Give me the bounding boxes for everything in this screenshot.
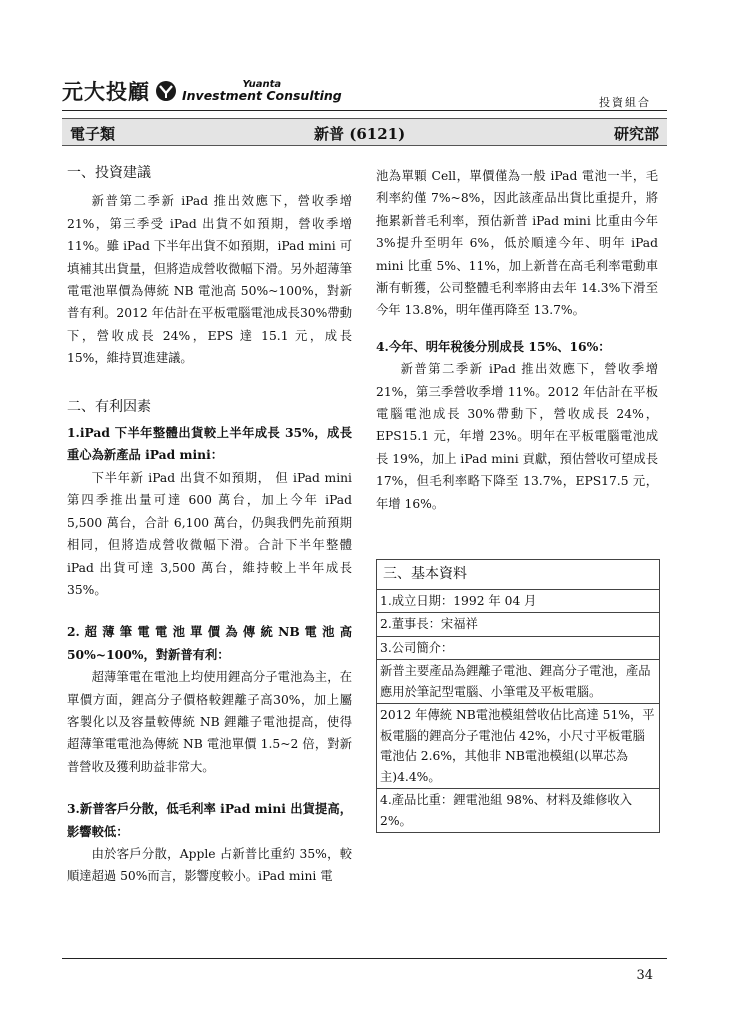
left-column <box>67 162 352 888</box>
paragraph: 新普第二季新 iPad 推出效應下，營收季增21%，第三季受 iPad 出貨不如預期，營收季增11%。雖 iPad 下半年出貨不如預期，iPad mini 可填補其出貨量，但將造成營收微幅下滑。另外超薄筆電電池單價為傳統 NB 電池高 50%~100%，對新普有利。2012 年估計在平板電腦電池成長30%帶動下，營收成長 24%，EPS 達 15.1 元，成長 15%，維持買進建議。 <box>67 194 352 366</box>
paragraph: 新普第二季新 iPad 推出效應下，營收季增21%，第三季營收季增 11%。2012 年估計在平板電腦電池成長 30%帶動下，營收成長 24%，EPS15.1 元，年增 23%。明年在平板電腦電池成長 19%，加上 iPad mini 貢獻，預估營收可望成長 17%，但毛利率略下降至 13.7%，EPS17.5 元，年增 16%。 <box>376 362 658 511</box>
logo-text-cn: 元大投顧 <box>62 80 150 104</box>
section-heading-1: 一、投資建議 <box>67 165 151 181</box>
box-title: 三、基本資料 <box>377 560 659 590</box>
company-logo <box>62 76 342 106</box>
section-heading-2: 二、有利因素 <box>67 398 151 415</box>
logo-text-en-bottom: Investment Consulting <box>182 88 342 103</box>
info-row: 1.成立日期：1992 年 04 月 <box>377 590 659 614</box>
paragraph: 下半年新 iPad 出貨不如預期， 但 iPad mini 第四季推出量可達 600 萬台，加上今年 iPad 5,500 萬台，合計 6,100 萬台，仍與我們先前預期相同，但將造成營收微幅下滑。合計下半年整體 iPad 出貨可達 3,500 萬台，維持較上半年成長 35%。 <box>67 470 352 597</box>
section-label: 投資組合 <box>599 96 651 109</box>
info-row: 4.產品比重：鋰電池組 98%、材料及維修收入 2%。 <box>380 793 633 828</box>
industry-label: 電子類 <box>70 125 116 143</box>
basic-info-box <box>376 559 660 833</box>
subheading: 1.iPad 下半年整體出貨較上半年成長 35%，成長重心為新產品 iPad mini： <box>67 425 352 463</box>
right-column <box>376 165 658 515</box>
company-ticker: 新普 (6121) <box>314 125 406 143</box>
info-row: 2012 年傳統 NB電池模組營收佔比高達 51%，平板電腦的鋰高分子電池佔 42%，小尺寸平板電腦電池佔 2.6%，其他非 NB電池模組(以單芯為主)4.4%。 <box>377 704 659 789</box>
paragraph: 由於客戶分散，Apple 占新普比重約 35%，較順達超過 50%而言，影響度較小。iPad mini 電 <box>67 846 352 884</box>
info-row: 2.董事長：宋福祥 <box>377 613 659 637</box>
logo-text-en <box>182 80 342 102</box>
header-rule <box>62 110 667 111</box>
info-row: 3.公司簡介： <box>377 637 659 661</box>
report-title-band <box>62 118 667 146</box>
paragraph: 超薄筆電在電池上均使用鋰高分子電池為主，在單價方面，鋰高分子價格較鋰離子高30%，加上屬客製化以及容量較傳統 NB 鋰離子電池提高，使得超薄筆電電池為傳統 NB 電池單價 1.5~2 倍，對新普營收及獲利助益非常大。 <box>67 670 352 774</box>
subheading: 3.新普客戶分散，低毛利率 iPad mini 出貨提高，影響較低： <box>67 801 352 839</box>
page-number: 34 <box>636 968 653 983</box>
info-row: 新普主要產品為鋰離子電池、鋰高分子電池，產品應用於筆記型電腦、小筆電及平板電腦。 <box>377 660 659 704</box>
department-label: 研究部 <box>613 125 659 143</box>
subheading: 2. 超 薄 筆 電 電 池 單 價 為 傳 統 NB 電 池 高 50%~100%，對新普有利： <box>67 624 352 662</box>
logo-text-en-top: Yuanta <box>242 79 282 90</box>
paragraph: 池為單顆 Cell，單價僅為一般 iPad 電池一半，毛利率約僅 7%~8%，因此該產品出貨比重提升，將拖累新普毛利率，預估新普 iPad mini 比重由今年 3%提升至明年 6%，低於順達今年、明年 iPad mini 比重 5%、11%，加上新普在高毛利率電動車漸有斬獲，公司整體毛利率將由去年 14.3%下滑至今年 13.8%，明年僅再降至 13.7%。 <box>376 169 658 318</box>
footer-rule <box>62 958 667 959</box>
subheading: 4.今年、明年稅後分別成長 15%、16%： <box>376 338 611 354</box>
yuanta-emblem-icon <box>155 80 177 102</box>
